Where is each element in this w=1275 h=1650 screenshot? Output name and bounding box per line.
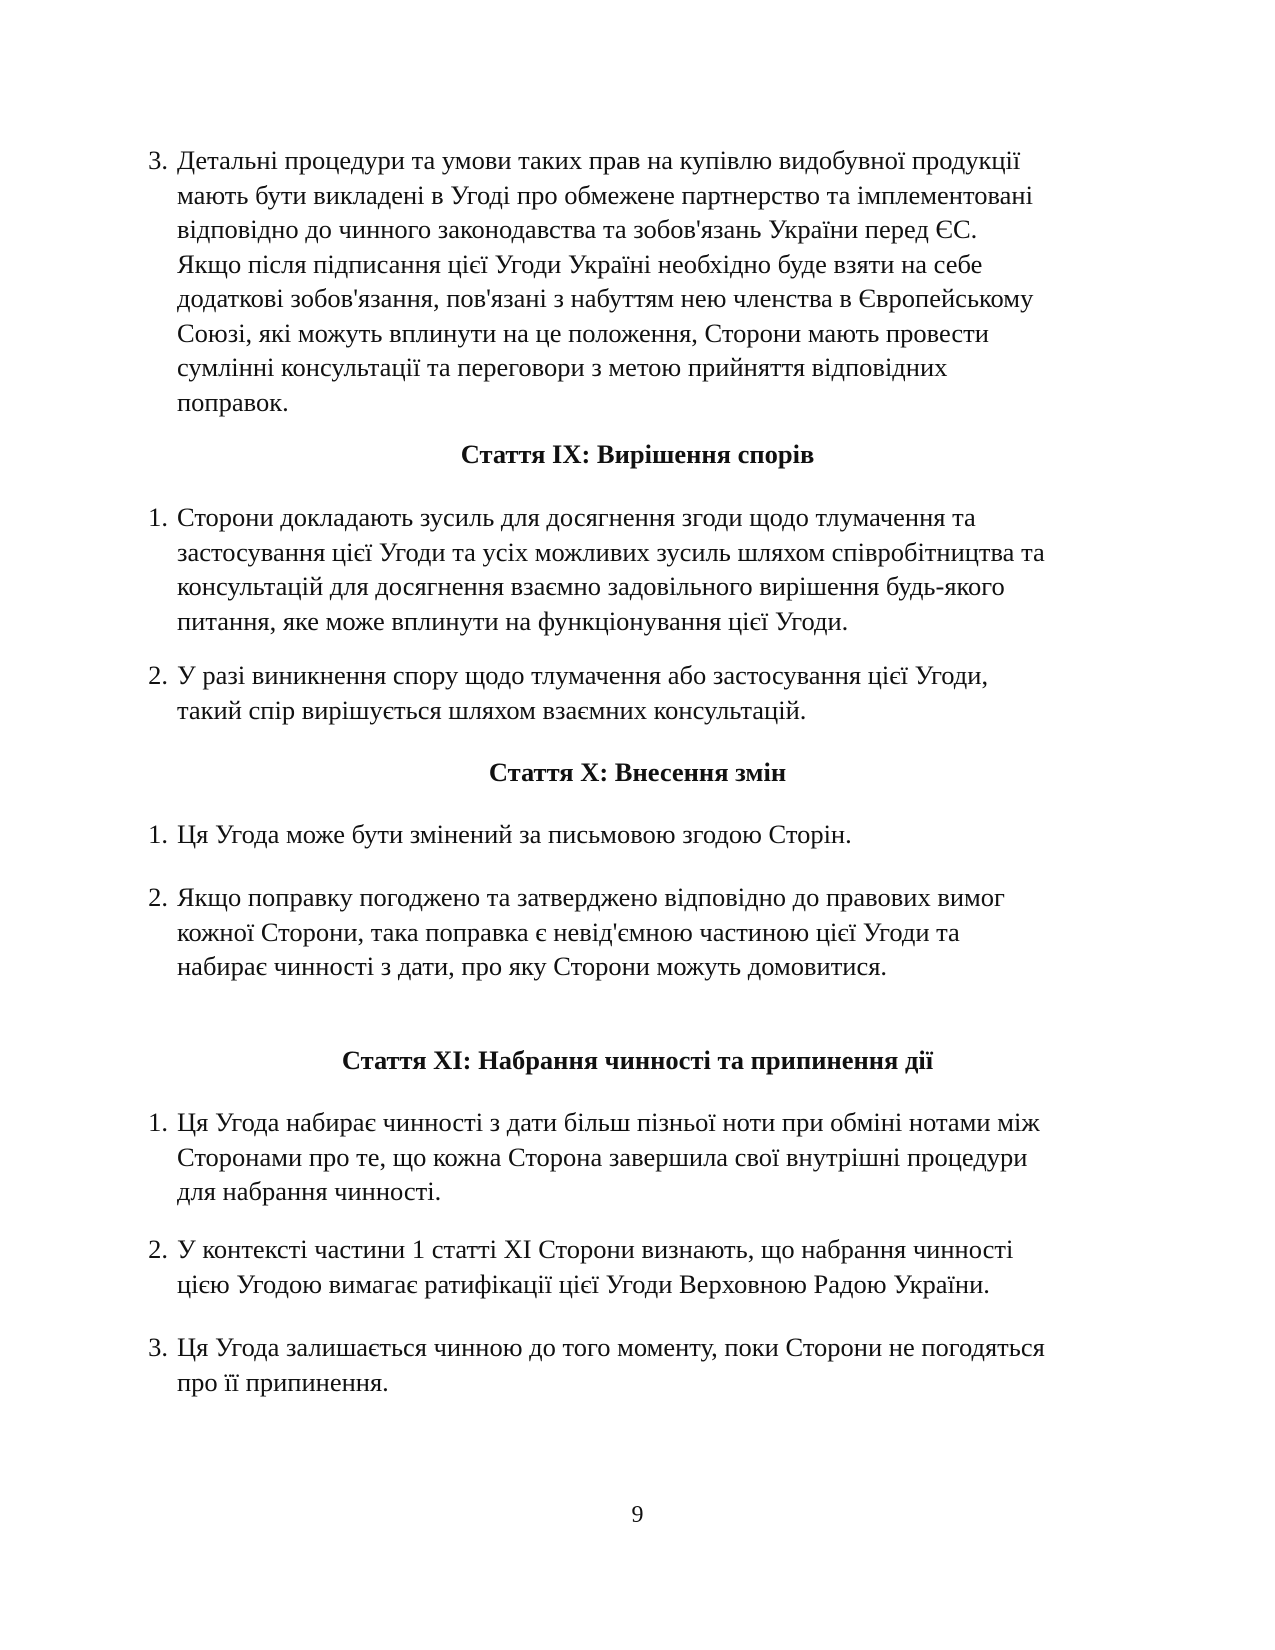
list-item-number: 2.: [148, 660, 168, 690]
paragraph-line: мають бути викладені в Угоді про обмежене партнерство та імплементовані: [177, 179, 1033, 210]
article-heading: Стаття X: Внесення змін: [488, 757, 787, 787]
paragraph-line: застосування цієї Угоди та усіх можливих зусиль шляхом співробітництва та: [177, 536, 1045, 567]
paragraph-line: питання, яке може вплинути на функціонування цієї Угоди.: [177, 605, 849, 636]
paragraph-line: кожної Сторони, така поправка є невід'ємною частиною цієї Угоди та: [177, 916, 960, 947]
list-item-number: 3.: [148, 145, 168, 175]
paragraph-line: Сторони докладають зусиль для досягнення згоди щодо тлумачення та: [177, 502, 976, 532]
paragraph-line: Якщо поправку погоджено та затверджено відповідно до правових вимог: [177, 882, 1005, 912]
paragraph-line: Ця Угода може бути змінений за письмовою згодою Сторін.: [177, 819, 852, 849]
article-heading: Стаття XI: Набрання чинності та припинення дії: [341, 1045, 934, 1075]
list-item: [130, 1105, 1160, 1209]
paragraph-line: такий спір вирішується шляхом взаємних консультацій.: [177, 694, 807, 725]
paragraph-line: цією Угодою вимагає ратифікації цієї Угоди Верховною Радою України.: [177, 1268, 990, 1299]
paragraph-line: Ця Угода набирає чинності з дати більш пізньої ноти при обміні нотами між: [177, 1107, 1040, 1137]
paragraph-line: поправок.: [177, 386, 289, 417]
list-item-number: 2.: [148, 882, 168, 912]
list-item-number: 2.: [148, 1234, 168, 1264]
paragraph-line: У разі виникнення спору щодо тлумачення або застосування цієї Угоди,: [177, 660, 989, 690]
paragraph-line: для набрання чинності.: [177, 1176, 442, 1206]
paragraph-line: відповідно до чинного законодавства та зобов'язань України перед ЄС.: [177, 214, 978, 244]
paragraph-line: Детальні процедури та умови таких прав на купівлю видобувної продукції: [177, 145, 1021, 175]
paragraph-line: Сторонами про те, що кожна Сторона завершила свої внутрішні процедури: [177, 1141, 1028, 1172]
list-item: [130, 658, 1160, 727]
list-item-number: 1.: [148, 819, 168, 849]
list-item: [130, 880, 1160, 984]
paragraph-line: Ця Угода залишається чинною до того моменту, поки Сторони не погодяться: [177, 1332, 1045, 1362]
paragraph-line: сумлінні консультації та переговори з метою прийняття відповідних: [177, 352, 948, 382]
paragraph-line: набирає чинності з дати, про яку Сторони можуть домовитися.: [177, 951, 888, 981]
page-number: 9: [631, 1502, 644, 1528]
list-item: [130, 500, 1160, 638]
article-heading: Стаття IX: Вирішення спорів: [460, 439, 815, 469]
paragraph-line: консультацій для досягнення взаємно задовільного вирішення будь-якого: [177, 571, 1005, 601]
list-item-number: 3.: [148, 1332, 168, 1362]
list-item: [130, 1330, 1160, 1399]
paragraph-line: додаткові зобов'язання, пов'язані з набуттям нею членства в Європейському: [177, 283, 1034, 313]
list-item-number: 1.: [148, 1107, 168, 1137]
list-item-number: 1.: [148, 502, 168, 532]
paragraph-line: Союзі, які можуть вплинути на це положення, Сторони мають провести: [177, 317, 989, 348]
list-item: [130, 817, 1160, 852]
list-item: [130, 143, 1160, 419]
list-item: [130, 1232, 1160, 1301]
paragraph-line: про її припинення.: [177, 1366, 389, 1397]
paragraph-line: У контексті частини 1 статті XI Сторони визнають, що набрання чинності: [177, 1234, 1014, 1264]
paragraph-line: Якщо після підписання цієї Угоди Україні необхідно буде взяти на себе: [177, 248, 983, 279]
